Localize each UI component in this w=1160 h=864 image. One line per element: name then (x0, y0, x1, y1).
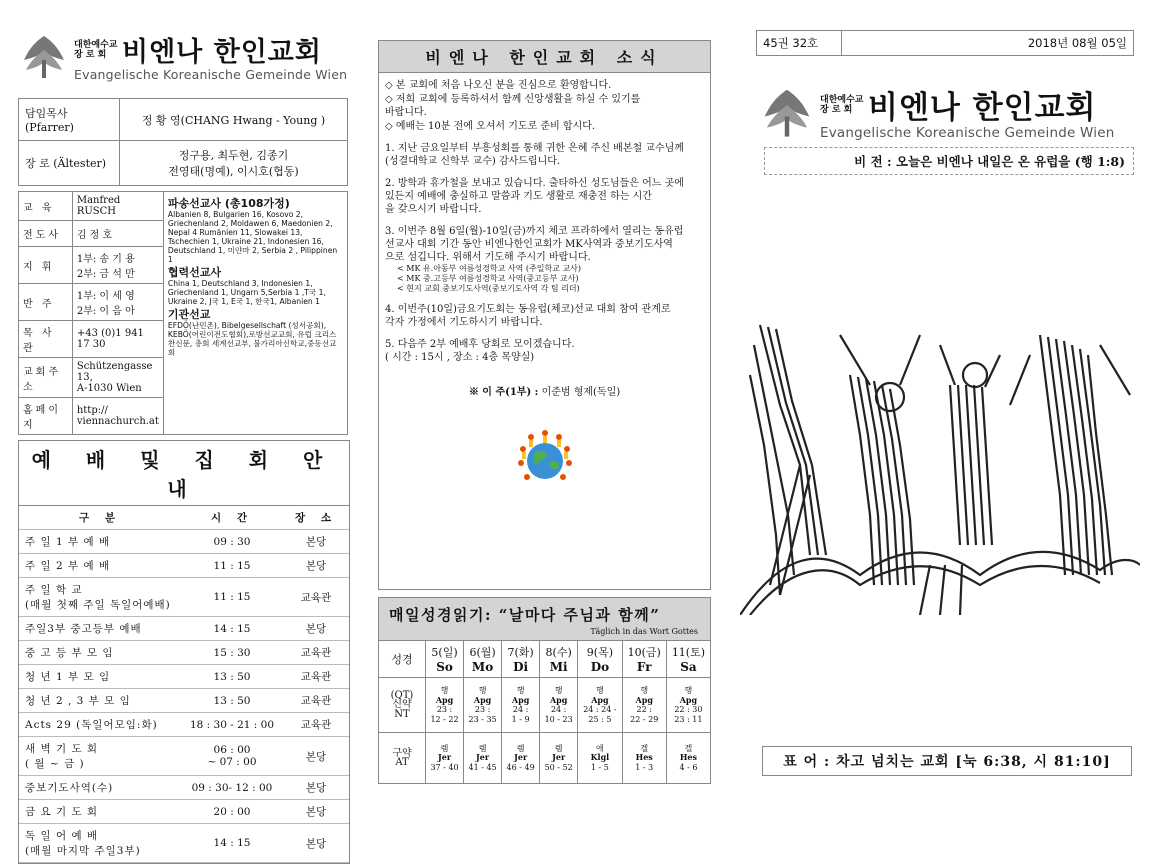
bible-nt-range: 22 : 30 23 : 11 (674, 705, 703, 724)
bible-at-range: 37 - 40 (430, 762, 459, 772)
bible-day-ko: 10(금) (627, 646, 661, 659)
staff-value: http:// viennachurch.at (72, 398, 163, 435)
bible-nt-ko: 행 (554, 686, 563, 695)
bible-at-range: 4 - 6 (679, 762, 698, 772)
bible-nt-range: 24 : 24 - 25 : 5 (583, 705, 617, 724)
worship-name: 주 일 2 부 예 배 (19, 554, 181, 578)
staff-row (19, 358, 164, 398)
worship-name: 주 일 1 부 예 배 (19, 530, 181, 554)
news-bullets (385, 79, 704, 133)
worship-time: 20 : 00 (181, 800, 283, 824)
news-bullet: ◇ 예배는 10분 전에 오셔서 기도로 준비 합시다. (385, 121, 596, 132)
bible-at-cell (502, 733, 540, 784)
church-header (18, 30, 348, 82)
bible-at-ko: 렘 (516, 743, 525, 753)
worship-row (19, 689, 349, 713)
bible-day (666, 641, 710, 678)
church-subtitle-large: Evangelische Koreanische Gemeinde Wien (820, 125, 1115, 141)
bible-day-ko: 6(월) (469, 646, 496, 659)
bible-title: 매일성경읽기: “날마다 주님과 함께” (379, 598, 710, 627)
bible-subtitle: Täglich in das Wort Gottes (379, 627, 710, 641)
motto-box: 표 어 : 차고 넘치는 교회 [눅 6:38, 시 81:10] (762, 746, 1132, 776)
bible-nt-book: Apg (473, 694, 492, 705)
bible-reading (378, 597, 711, 784)
worship-header-type: 구 분 (19, 506, 181, 530)
worship-schedule (18, 440, 350, 864)
bible-at-cell (426, 733, 464, 784)
bible-day (578, 641, 622, 678)
worship-row (19, 641, 349, 665)
news-item: 1. 지난 금요일부터 부흥성회를 통해 귀한 은혜 주신 배본철 교수님께 (성결대학교 신학부 교수) 감사드립니다. (385, 143, 684, 167)
staff-row (19, 221, 164, 247)
worship-row (19, 530, 349, 554)
issue-date: 2018년 08월 05일 (1027, 36, 1127, 50)
bible-nt-row (379, 678, 710, 733)
bible-day-ko: 8(수) (545, 646, 572, 659)
worship-time: 15 : 30 (181, 641, 283, 665)
bible-at-range: 46 - 49 (506, 762, 535, 772)
worship-name: 금 요 기 도 회 (19, 800, 181, 824)
news-items (385, 142, 704, 364)
worship-time: 18 : 30 - 21 : 00 (181, 713, 283, 737)
bible-day (426, 641, 464, 678)
worship-name: 새 벽 기 도 회 ( 월 ~ 금 ) (19, 737, 181, 776)
bible-nt-ko: 행 (478, 686, 487, 695)
news-subitem: < MK 유.아동부 여름성경학교 사역 (주일학교 교사) (397, 264, 582, 273)
bible-nt-cell (540, 678, 578, 733)
bible-day (502, 641, 540, 678)
worship-place: 교육관 (283, 689, 349, 713)
worship-place: 본당 (283, 824, 349, 863)
bible-at-ko: 겔 (640, 743, 649, 753)
worship-header-time: 시 간 (181, 506, 283, 530)
bible-at-ko: 렘 (554, 743, 563, 753)
mission-text-2: China 1, Deutschland 3, Indonesien 1, Griechenland 1, Ungarn 5,Serbia 1 ,T국 1, Ukraine 2, J국 1, E국 1, 한국1, Albanien 1 (167, 279, 326, 306)
bible-nt-cell (464, 678, 502, 733)
staff-label: 홈페이지 (19, 398, 73, 435)
bible-nt-ko: 행 (596, 686, 604, 695)
worship-name: 독 일 어 예 배 (매월 마지막 주일3부) (19, 824, 181, 863)
bible-at-ko: 렘 (478, 743, 487, 753)
worship-row (19, 737, 349, 776)
worship-time: 09 : 30- 12 : 00 (181, 776, 283, 800)
bible-nt-cell (666, 678, 710, 733)
news-box (378, 40, 711, 590)
elder-value: 정구용, 최두현, 김종기 전영태(명예), 이시호(협동) (120, 141, 348, 186)
bible-nt-cell (578, 678, 622, 733)
bible-at-book: Hes (635, 752, 653, 763)
staff-row (19, 284, 164, 321)
bible-nt-ko: 행 (440, 686, 449, 695)
bible-day-de: So (436, 660, 453, 674)
staff-label: 전도사 (19, 221, 73, 247)
worship-time: 13 : 50 (181, 665, 283, 689)
worship-name: 청 년 2 , 3 부 모 임 (19, 689, 181, 713)
bible-nt-book: Apg (549, 694, 568, 705)
bible-day-de: Do (590, 660, 610, 674)
worship-place: 교육관 (283, 641, 349, 665)
pastor-table (18, 98, 348, 186)
bible-day (540, 641, 578, 678)
bible-at-ko: 렘 (440, 743, 449, 753)
bible-day (622, 641, 666, 678)
bible-nt-book: Apg (435, 694, 454, 705)
staff-label: 교회주소 (19, 358, 73, 398)
bible-nt-book: Apg (635, 694, 653, 705)
worship-time: 06 : 00 ~ 07 : 00 (181, 737, 283, 776)
worship-name: 주 일 학 교 (매월 첫째 주일 독일어예배) (19, 578, 181, 617)
staff-value: 김 정 호 (72, 221, 163, 247)
bible-nt-ko: 행 (684, 686, 693, 695)
worship-name: 중보기도사역(수) (19, 776, 181, 800)
bible-nt-book: Apg (591, 694, 609, 705)
bible-at-cell (464, 733, 502, 784)
bible-nt-range: 24 : 10 - 23 (544, 705, 573, 724)
bible-days-row (379, 641, 710, 678)
bible-day-de: Di (513, 660, 529, 674)
news-item: 2. 방학과 휴가철을 보내고 있습니다. 출타하신 성도님들은 어느 곳에 있든지 예배에 충실하고 말씀과 기도 생활로 재충전 하는 시간 을 갖으시기 바랍니다. (385, 178, 684, 215)
bible-day-ko: 7(화) (507, 646, 534, 659)
bible-corner-label: 성경 (379, 641, 426, 678)
bible-at-book: Jer (476, 752, 490, 763)
pastor-value: 정 황 영(CHANG Hwang - Young ) (120, 99, 348, 141)
staff-value: +43 (0)1 941 17 30 (72, 321, 163, 358)
staff-row (19, 247, 164, 284)
bible-nt-range: 23 : 12 - 22 (430, 705, 459, 724)
bible-at-book: Klgl (590, 752, 610, 763)
bible-at-range: 50 - 52 (544, 762, 573, 772)
bible-nt-cell (622, 678, 666, 733)
bible-day-ko: 11(토) (671, 646, 706, 659)
bible-at-cell (666, 733, 710, 784)
bible-table (379, 641, 710, 783)
bible-at-book: Hes (679, 752, 697, 763)
staff-row (19, 192, 164, 221)
bible-nt-ko: 행 (516, 686, 525, 695)
bible-nt-book: Apg (679, 694, 698, 705)
staff-label: 지 휘 (19, 247, 73, 284)
staff-value: Manfred RUSCH (72, 192, 163, 221)
bible-nt-cell (502, 678, 540, 733)
staff-row (19, 321, 164, 358)
staff-label: 반 주 (19, 284, 73, 321)
news-subitem: < MK 중.고등부 여름성경학교 사역(중고등부 교사) (397, 274, 579, 283)
worship-name: 주일3부 중고등부 예배 (19, 617, 181, 641)
bible-nt-label: (QT) 신약 NT (379, 678, 426, 733)
bible-at-cell (578, 733, 622, 784)
staff-section (18, 191, 348, 435)
worship-place: 교육관 (283, 713, 349, 737)
bible-nt-range: 23 : 23 - 35 (468, 705, 497, 724)
praising-people-illustration (740, 315, 1140, 615)
worship-place: 교육관 (283, 665, 349, 689)
right-column (756, 30, 1134, 770)
staff-table (18, 191, 164, 435)
worship-place: 본당 (283, 530, 349, 554)
verse-line: ※ 이 주(1부) : 이준범 형제(독일) (468, 387, 621, 398)
worship-row (19, 824, 349, 863)
church-mini-label: 대한예수교 장 로 회 (74, 39, 118, 60)
bible-nt-cell (426, 678, 464, 733)
bible-at-cell (622, 733, 666, 784)
news-title: 비엔나 한인교회 소식 (379, 41, 710, 73)
left-column (18, 30, 348, 864)
elder-label: 장 로 (Ältester) (19, 141, 120, 186)
bible-nt-range: 22 : 22 - 29 (630, 705, 659, 724)
news-subitem: < 현지 교회 중보기도사역(중보기도사역 각 팀 리더) (397, 284, 580, 293)
worship-place: 본당 (283, 776, 349, 800)
issue-volume: 45권 32호 (757, 31, 842, 55)
worship-name: Acts 29 (독일어모임:화) (19, 713, 181, 737)
staff-value: 1부: 이 세 영 2부: 이 음 아 (72, 284, 163, 321)
bible-nt-book: Apg (511, 694, 530, 705)
bible-at-range: 41 - 45 (468, 762, 497, 772)
bible-day-ko: 9(목) (586, 646, 614, 659)
worship-header-place: 장 소 (283, 506, 349, 530)
staff-label: 목 사 관 (19, 321, 73, 358)
bible-day-de: Sa (680, 660, 697, 674)
staff-value: Schützengasse 13, A-1030 Wien (72, 358, 163, 398)
news-item: 4. 이번주(10일)금요기도회는 동유럽(체코)선교 대회 참여 관계로 각자 가정에서 기도하시기 바랍니다. (385, 304, 671, 328)
bible-at-book: Jer (514, 752, 528, 763)
worship-row (19, 776, 349, 800)
bible-at-cell (540, 733, 578, 784)
vision-line: 비 전 : 오늘은 비엔나 내일은 온 유럽을 (행 1:8) (764, 147, 1134, 175)
worship-time: 13 : 50 (181, 689, 283, 713)
mission-text-1: Albanien 8, Bulgarien 16, Kosovo 2, Griechenland 2, Moldawen 6, Maedonien 2, Nepal 4 Rumänien 11, Slowakei 13, Tschechien 1, Ukraine 21, Indonesien 16, Deutschland 1, 미얀마 2, Serbia 2 , Pilippinen 1 (167, 210, 338, 264)
bible-at-label: 구약 AT (392, 747, 412, 768)
worship-title: 예 배 및 집 회 안 내 (19, 441, 349, 506)
worship-row (19, 665, 349, 689)
worship-name: 청 년 1 부 모 임 (19, 665, 181, 689)
worship-table (19, 506, 349, 863)
worship-row (19, 617, 349, 641)
worship-place: 교육관 (283, 578, 349, 617)
worship-place: 본당 (283, 800, 349, 824)
worship-time: 11 : 15 (181, 554, 283, 578)
mission-text-3: EFDÖ(난민촌), Bibelgesellschaft (성서공회), KEBÖ(어린이전도협회),로방선교교회, 유럽 크리스찬신문, 총회 세계선교부, 불가리아신학교,중동선교회 (167, 321, 337, 357)
bible-at-ko: 겔 (684, 743, 693, 753)
worship-time: 14 : 15 (181, 824, 283, 863)
worship-time: 11 : 15 (181, 578, 283, 617)
bible-at-range: 1 - 5 (590, 762, 609, 772)
worship-place: 본당 (283, 737, 349, 776)
bible-at-book: Jer (437, 752, 452, 763)
staff-row (19, 398, 164, 435)
news-item: 5. 다음주 2부 예배후 당회로 모이겠습니다. ( 시간 : 15시 , 장소 : 4층 목양실) (385, 339, 575, 363)
church-subtitle: Evangelische Koreanische Gemeinde Wien (74, 67, 348, 82)
globe-icon (515, 425, 575, 489)
mission-heading-1: 파송선교사 (총108가정) (167, 197, 290, 210)
church-header-large (758, 82, 1134, 141)
middle-column (378, 40, 711, 784)
staff-label: 교 육 (19, 192, 73, 221)
bible-at-ko: 애 (596, 743, 604, 753)
worship-place: 본당 (283, 554, 349, 578)
mission-heading-3: 기관선교 (167, 308, 211, 321)
worship-time: 09 : 30 (181, 530, 283, 554)
church-logo-large-icon (758, 83, 816, 141)
bible-day-de: Mo (471, 660, 494, 674)
worship-row (19, 713, 349, 737)
church-mini-label-large: 대한예수교 장 로 회 (820, 94, 864, 115)
news-bullet: ◇ 본 교회에 처음 나오신 분을 진심으로 환영합니다. (385, 80, 612, 91)
issue-bar (756, 30, 1134, 56)
mission-box (164, 191, 348, 435)
church-name: 비엔나 한인교회 (122, 37, 322, 68)
mission-heading-2: 협력선교사 (167, 266, 222, 279)
worship-row (19, 578, 349, 617)
bible-day-de: Mi (549, 660, 568, 674)
worship-name: 중 고 등 부 모 임 (19, 641, 181, 665)
bible-nt-ko: 행 (640, 686, 649, 695)
news-bullet: ◇ 저희 교회에 등록하셔서 함께 신앙생활을 하실 수 있기를 바랍니다. (385, 94, 641, 118)
bible-day (464, 641, 502, 678)
staff-value: 1부: 송 기 용 2부: 금 석 만 (72, 247, 163, 284)
worship-time: 14 : 15 (181, 617, 283, 641)
bible-day-ko: 5(일) (431, 646, 458, 659)
church-logo-icon (18, 30, 70, 82)
pastor-label: 담임목사(Pfarrer) (19, 99, 120, 141)
bible-at-range: 1 - 3 (635, 762, 654, 772)
church-name-large: 비엔나 한인교회 (868, 90, 1097, 126)
bible-at-row (379, 733, 710, 784)
bible-at-book: Jer (552, 752, 566, 763)
bible-nt-range: 24 : 1 - 9 (511, 705, 530, 724)
worship-row (19, 554, 349, 578)
news-item: 3. 이번주 8월 6일(월)-10일(금)까지 체코 프라하에서 열리는 동유럽 선교사 대회 기간 동안 비엔나한인교회가 MK사역과 중보기도사역 으로 섬깁니다. 위해서 기도해 주시기 바랍니다. (385, 226, 684, 263)
worship-place: 본당 (283, 617, 349, 641)
bible-day-de: Fr (636, 660, 652, 674)
